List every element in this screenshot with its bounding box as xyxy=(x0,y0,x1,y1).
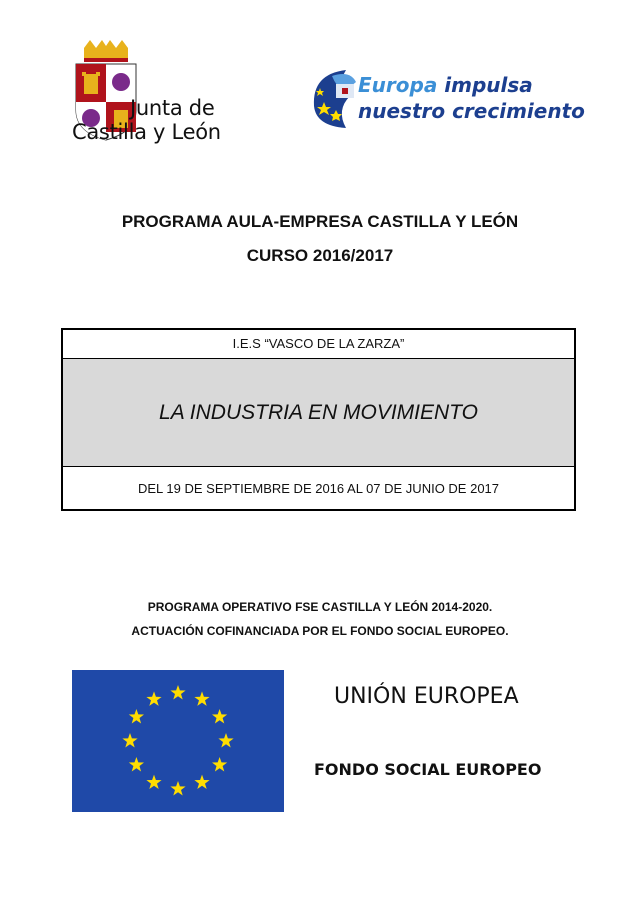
crown-icon xyxy=(84,40,128,62)
junta-logo-text xyxy=(72,96,221,144)
project-dates: DEL 19 DE SEPTIEMBRE DE 2016 AL 07 DE JUNIO DE 2017 xyxy=(137,481,500,496)
europa-emblem-icon xyxy=(314,70,356,128)
course-title: CURSO 2016/2017 xyxy=(246,246,394,265)
program-title: PROGRAMA AULA-EMPRESA CASTILLA Y LEÓN xyxy=(121,212,519,231)
europa-logo-line2: nuestro crecimiento xyxy=(358,99,585,123)
funding-line1: PROGRAMA OPERATIVO FSE CASTILLA Y LEÓN 2014-2020. xyxy=(147,600,493,614)
document-titles xyxy=(0,207,640,275)
junta-logo-line1: Junta de xyxy=(130,96,215,120)
impulsa-word: impulsa xyxy=(444,73,533,97)
school-name: I.E.S “VASCO DE LA ZARZA” xyxy=(63,330,574,359)
eu-flag-icon xyxy=(72,670,284,812)
junta-logo-line2: Castilla y León xyxy=(72,120,221,144)
funding-statement xyxy=(0,596,640,644)
eu-subtitle: FONDO SOCIAL EUROPEO xyxy=(314,760,542,779)
eu-title: UNIÓN EUROPEA xyxy=(334,684,519,709)
europa-logo-text xyxy=(358,72,585,124)
project-box xyxy=(61,328,576,511)
project-title: LA INDUSTRIA EN MOVIMIENTO xyxy=(63,359,574,467)
funding-line2: ACTUACIÓN COFINANCIADA POR EL FONDO SOCIAL EUROPEO. xyxy=(131,624,509,638)
europa-word: Europa xyxy=(358,73,438,97)
